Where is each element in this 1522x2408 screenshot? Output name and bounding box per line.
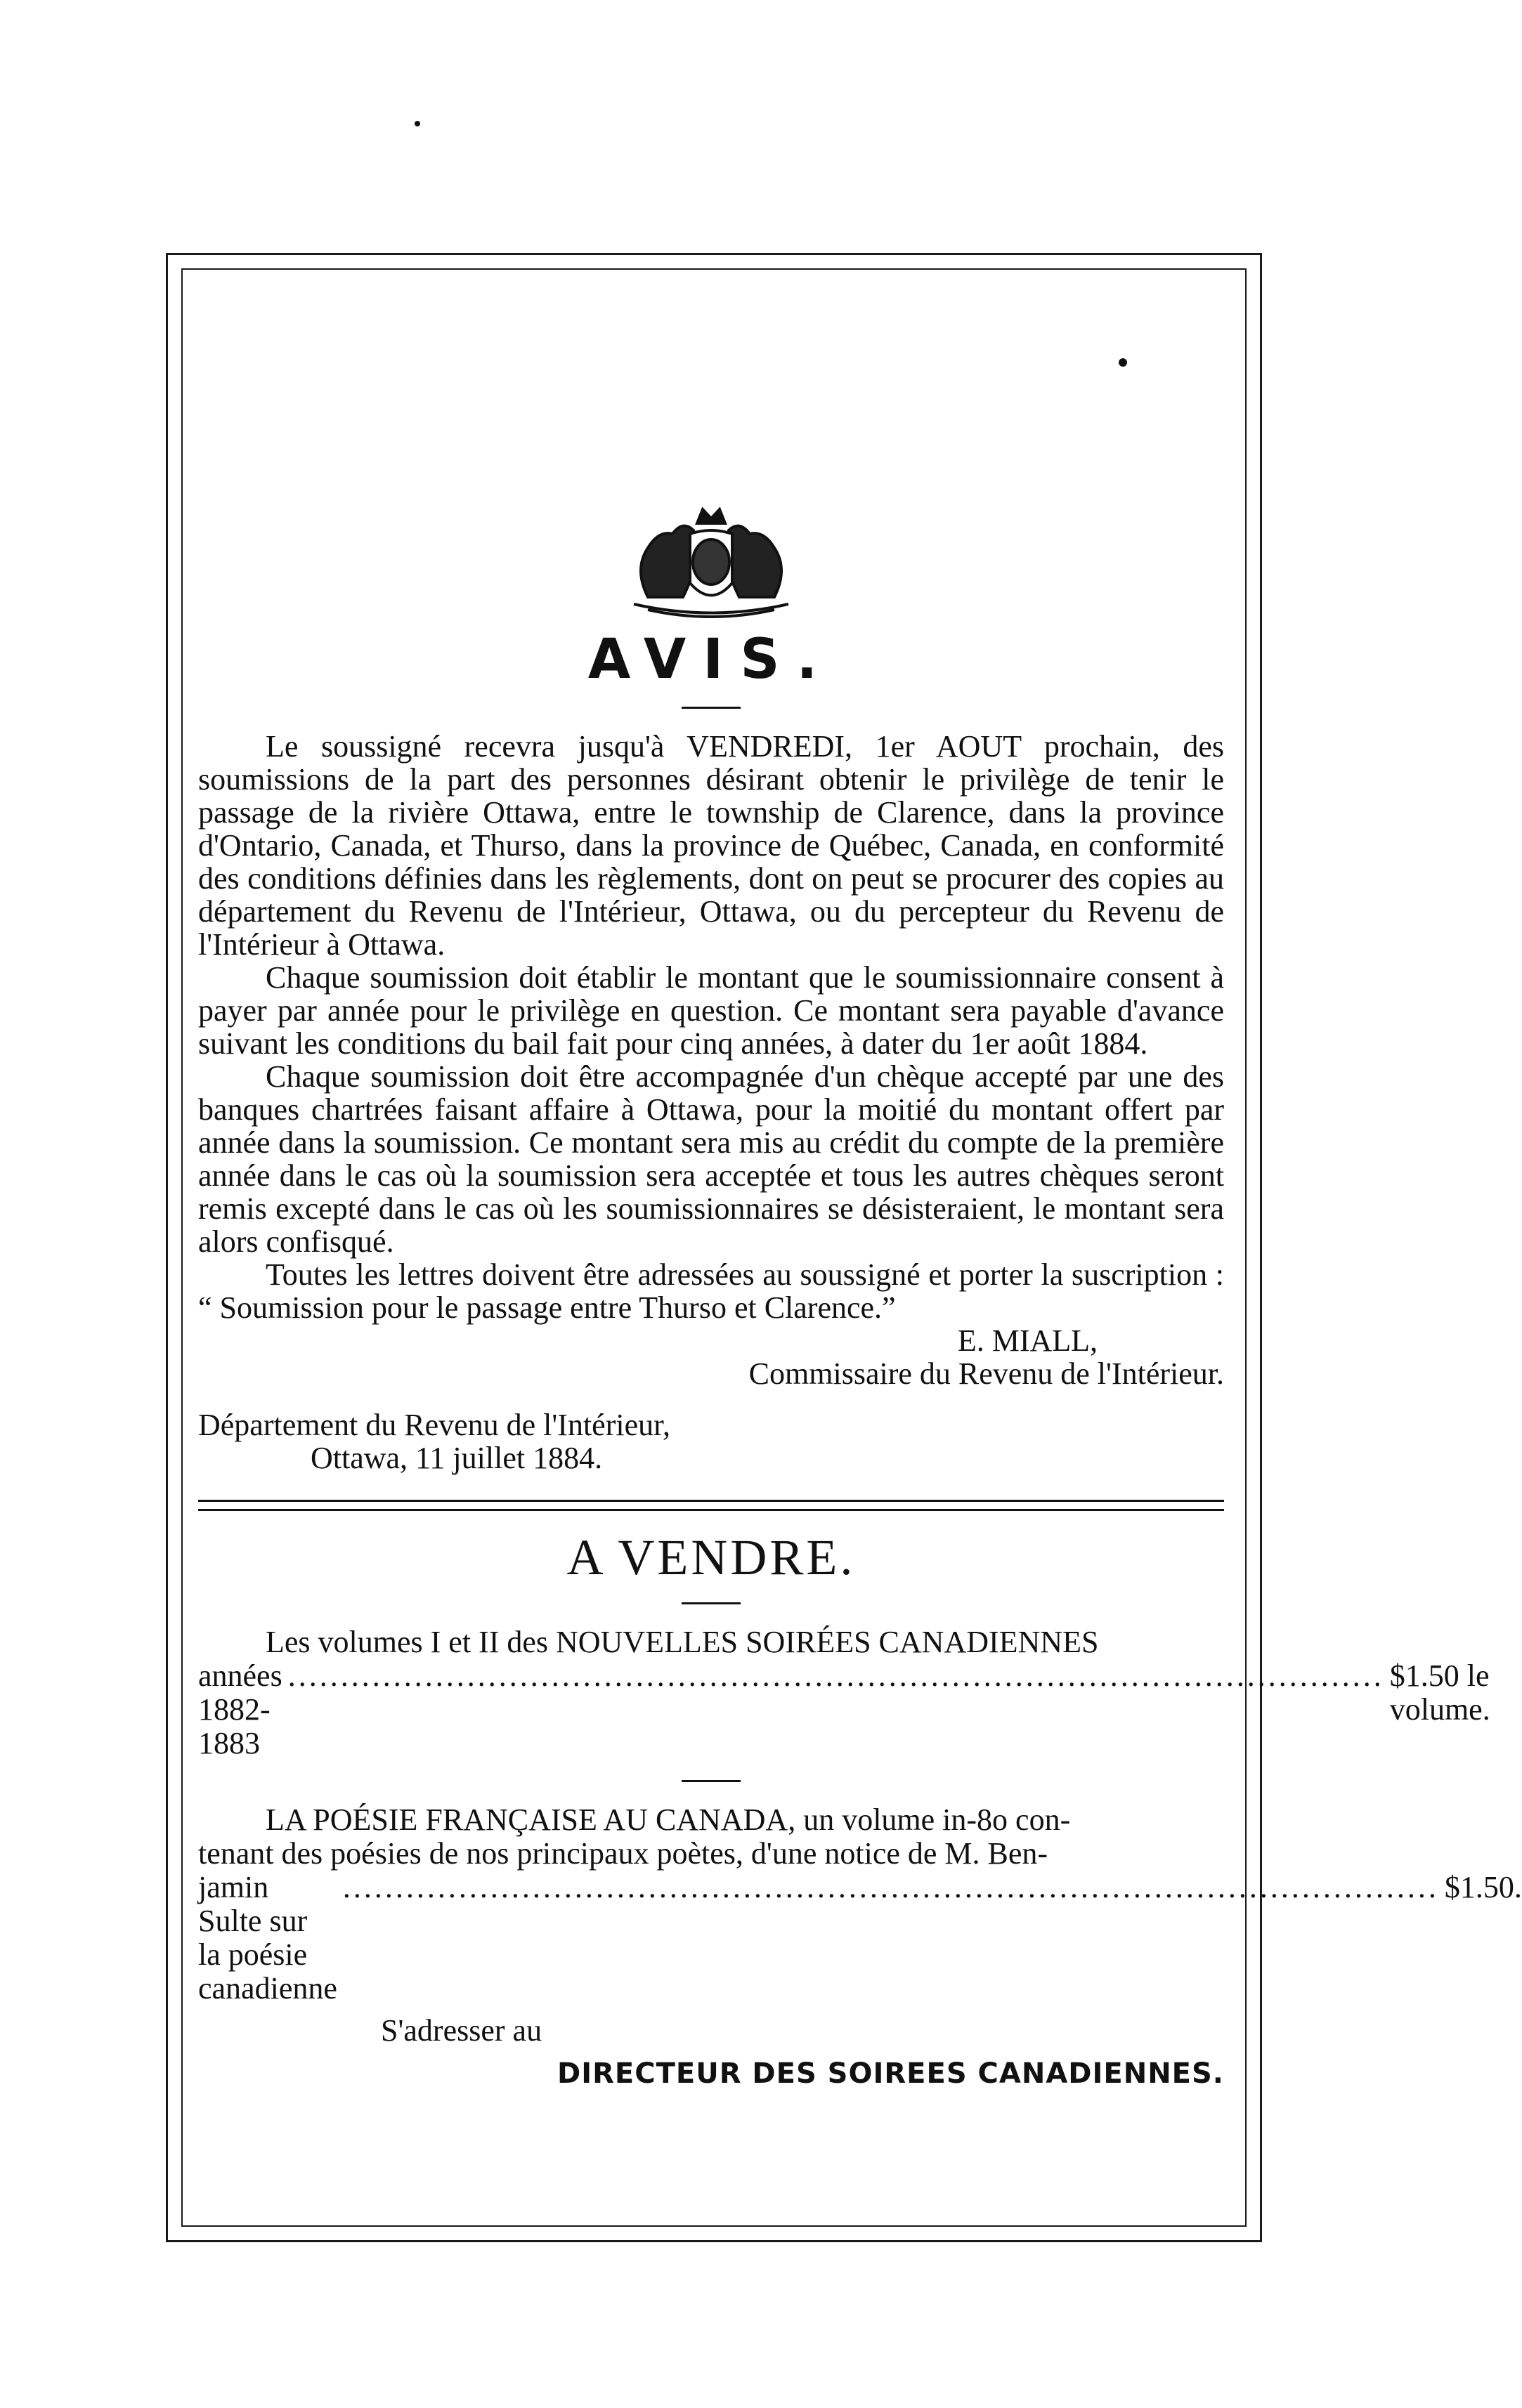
sale-item-price: $1.50 le volume. bbox=[1389, 1658, 1490, 1727]
signature-title: Commissaire du Revenu de l'Intérieur. bbox=[748, 1356, 1224, 1391]
section-separator bbox=[198, 1500, 1224, 1511]
document-content bbox=[198, 492, 1522, 2090]
sale-item-price-row bbox=[198, 1658, 1490, 1760]
print-speck bbox=[1119, 358, 1127, 367]
sale-item-price: $1.50. bbox=[1444, 1870, 1522, 1904]
sale-item-text: jamin Sulte sur la poésie canadienne bbox=[198, 1870, 337, 2005]
heading-rule bbox=[682, 1602, 741, 1604]
sale-item-line: Les volumes I et II des NOUVELLES SOIRÉES CANADIENNES bbox=[266, 1625, 1099, 1659]
avis-paragraph: Toutes les lettres doivent être adressées au soussigné et porter la suscription : “ Soumission pour le passage entre Thurso et Clarence.” bbox=[198, 1257, 1224, 1325]
avis-paragraph: Chaque soumission doit établir le montant que le soumissionnaire consent à payer par année pour le privilège en question. Ce montant sera payable d'avance suivant les conditions du bail fait pour cinq années, à dater du 1er août 1884. bbox=[198, 960, 1224, 1061]
sale-item-price-row bbox=[198, 1870, 1522, 2005]
coat-of-arms-image bbox=[606, 492, 817, 618]
avis-paragraph: Le soussigné recevra jusqu'à VENDREDI, 1er AOUT prochain, des soumissions de la part des personnes désirant obtenir le privilège de tenir le passage de la rivière Ottawa, entre le township de Clarence, dans la province d'Ontario, Canada, et Thurso, dans la province de Québec, Canada, en conformité des conditions définies dans les règlements, dont on peut se procurer des copies au département du Revenu de l'Intérieur, Ottawa, ou du percepteur du Revenu de l'Intérieur à Ottawa. bbox=[198, 729, 1224, 962]
sale-item-line: LA POÉSIE FRANÇAISE AU CANADA, un volume in-8o con- bbox=[266, 1802, 1071, 1837]
department-line: Département du Revenu de l'Intérieur, bbox=[198, 1408, 671, 1442]
address-prefix: S'adresser au bbox=[381, 2013, 542, 2048]
sale-item-line: tenant des poésies de nos principaux poètes, d'une notice de M. Ben- bbox=[198, 1836, 1048, 1871]
avis-heading: AVIS. bbox=[587, 628, 835, 691]
vendre-heading: A VENDRE. bbox=[566, 1529, 856, 1585]
leader-dots: ........................................................................................................ bbox=[342, 1870, 1439, 1904]
signature-name: E. MIALL, bbox=[957, 1323, 1098, 1358]
heading-rule bbox=[682, 707, 741, 709]
address-name: DIRECTEUR DES SOIREES CANADIENNES. bbox=[557, 2057, 1224, 2090]
item-rule bbox=[682, 1780, 741, 1782]
leader-dots: ........................................................................................................ bbox=[287, 1658, 1384, 1693]
print-speck bbox=[415, 121, 420, 126]
place-date-line: Ottawa, 11 juillet 1884. bbox=[311, 1441, 603, 1475]
sale-item-text: années 1882-1883 bbox=[198, 1658, 282, 1760]
avis-paragraph: Chaque soumission doit être accompagnée d'un chèque accepté par une des banques chartrées faisant affaire à Ottawa, pour la moitié du montant offert par année dans la soumission. Ce montant sera mis au crédit du compte de la première année dans le cas où la soumission sera acceptée et tous les autres chèques seront remis excepté dans le cas où les soumissionnaires se désisteraient, le montant sera alors confisqué. bbox=[198, 1059, 1224, 1259]
